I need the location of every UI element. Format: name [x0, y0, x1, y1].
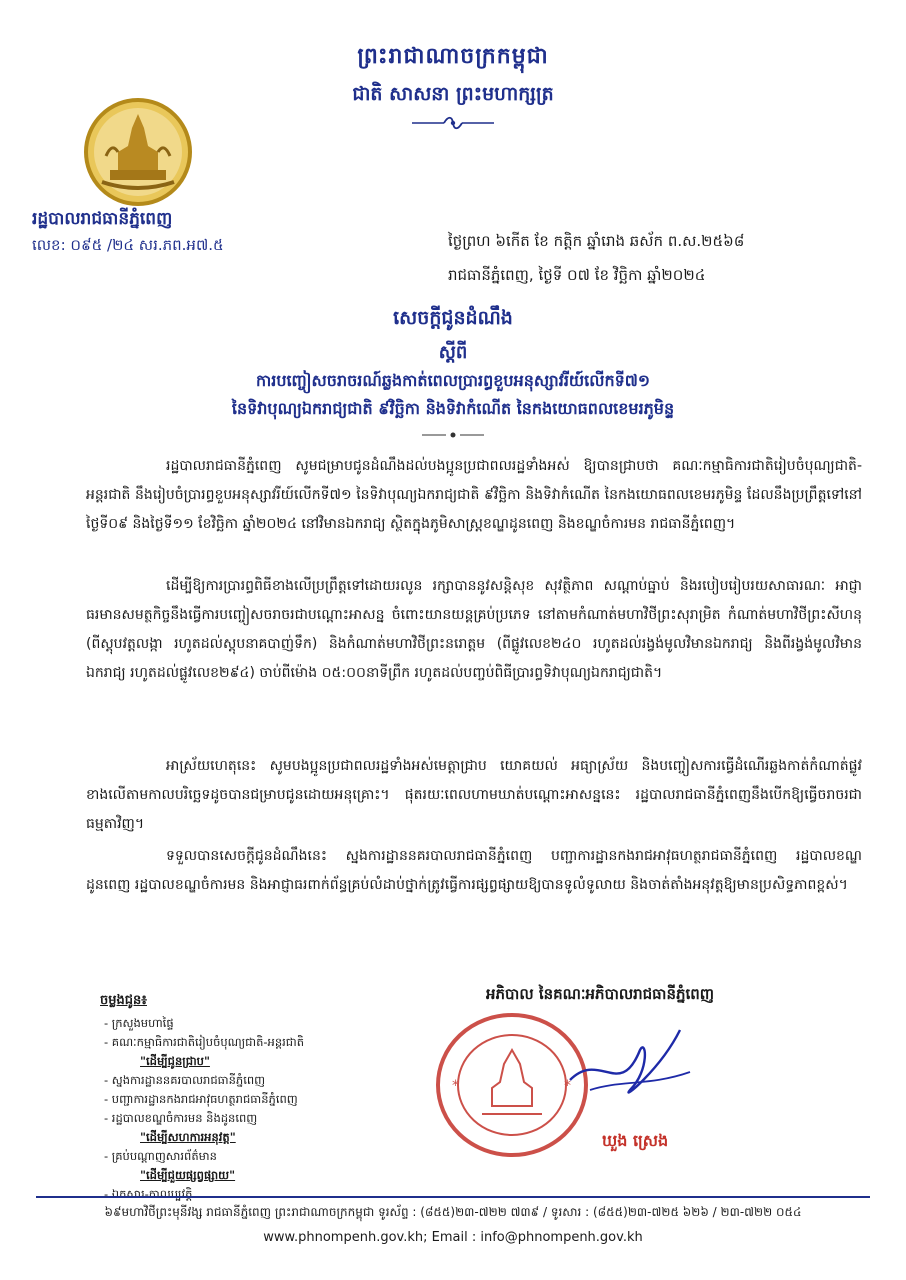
signer-name: ឃួង ស្រេង [602, 1131, 669, 1150]
ornament-divider-icon [410, 114, 496, 132]
body-paragraph-3: អាស្រ័យហេតុនេះ សូមបងប្អូនប្រជាពលរដ្ឋទាំងអស់មេត្តាជ្រាប យោគយល់ អធ្យាស្រ័យ និងបញ្ចៀសការធ្វើដំណើរឆ្លងកាត់កំណាត់ផ្លូវខាងលើតាមកាលបរិច្ឆេទដូចបានជម្រាបជូនដោយអនុគ្រោះ។ ផុតរយៈពេលហាមឃាត់បណ្តោះអាសន្ននេះ រដ្ឋបាលរាជធានីភ្នំពេញនឹងបើកឱ្យធ្វើចរាចរជាធម្មតាវិញ។ [86, 758, 862, 832]
handwritten-signature-icon [560, 1010, 700, 1120]
national-motto: ជាតិ សាសនា ព្រះមហាក្សត្រ [352, 83, 554, 105]
body-paragraph-4: ទទួលបានសេចក្តីជូនដំណឹងនេះ ស្នងការដ្ឋាននគរបាលរាជធានីភ្នំពេញ បញ្ជាការដ្ឋានកងរាជអាវុធហត្ថរាជធានីភ្នំពេញ រដ្ឋបាលខណ្ឌដូនពេញ រដ្ឋបាលខណ្ឌចំការមន និងអាជ្ញាធរពាក់ព័ន្ធគ្រប់លំដាប់ថ្នាក់ត្រូវធ្វើការផ្សព្វផ្សាយឱ្យបានទូលំទូលាយ និងចាត់តាំងអនុវត្តឱ្យមានប្រសិទ្ធភាពខ្ពស់។ [86, 848, 862, 893]
svg-text:*: * [452, 1078, 459, 1094]
body-paragraph-2: ដើម្បីឱ្យការប្រារព្ធពិធីខាងលើប្រព្រឹត្តទៅដោយរលូន រក្សាបាននូវសន្តិសុខ សុវត្ថិភាព សណ្តាប់ធ្នាប់ និងរបៀបរៀបរយសាធារណៈ អាជ្ញាធរមានសមត្ថកិច្ចនឹងធ្វើការបញ្ចៀសចរាចរជាបណ្តោះអាសន្ន ចំពោះយានយន្តគ្រប់ប្រភេទ នៅតាមកំណាត់មហាវិថីព្រះសុរាម្រិត កំណាត់មហាវិថីព្រះសីហនុ (ពីស្តុបវត្តលង្កា រហូតដល់ស្តុបនាគបាញ់ទឹក) និងកំណាត់មហាវិថីព្រះនរោត្តម (ពីផ្លូវលេខ២៤០ រហូតដល់រង្វង់មូលវិមានឯករាជ្យ និងពីរង្វង់មូលវិមានឯករាជ្យ រហូតដល់ផ្លូវលេខ២៩៤) ចាប់ពីម៉ោង ០៥:០០នាទីព្រឹក រហូតដល់បញ្ចប់ពិធីប្រារព្ធទិវាបុណ្យឯករាជ្យជាតិ។ [86, 578, 862, 681]
cc-item: - បញ្ជាការដ្ឋានកងរាជអាវុធហត្ថរាជធានីភ្នំពេញ [104, 1092, 298, 1106]
kingdom-heading: ព្រះរាជាណាចក្រកម្ពុជា [357, 44, 549, 69]
footer-divider [36, 1196, 870, 1198]
footer-address: ៦៩មហាវិថីព្រះមុនីវង្ស រាជធានីភ្នំពេញ ព្រះរាជាណាចក្រកម្ពុជា ទូរស័ព្ទ : (៨៥៥)២៣-៧២២ ៧៣៩ / ទូរសារ : (៨៥៥)២៣-៧២៥ ៦២៦ / ២៣-៧២២ ០៥៤ [104, 1205, 802, 1219]
cc-item: - គ្រប់បណ្តាញសារព័ត៌មាន [104, 1149, 217, 1163]
svg-text:*: * [564, 1078, 571, 1094]
cc-item: - ឯកសារ-កាលប្បវត្តិ [104, 1187, 193, 1201]
footer-web-email: www.phnompenh.gov.kh; Email : info@phnompenh.gov.kh [263, 1230, 643, 1245]
cc-note: "ដើម្បីជួយផ្សព្វផ្សាយ" [140, 1168, 236, 1182]
subject-line-1: ការបញ្ចៀសចរាចរណ៍ឆ្លងកាត់ពេលប្រារព្ធខួបអនុស្សាវរីយ៍លើកទី៧១ [256, 371, 650, 390]
reference-number: លេខ: ០៩៥ /២៤ សរ.ភព.អ៧.៥ [32, 236, 224, 254]
cc-item: - រដ្ឋបាលខណ្ឌចំការមន និងដូនពេញ [104, 1111, 258, 1125]
subject-line-2: នៃទិវាបុណ្យឯករាជ្យជាតិ ៩វិច្ឆិកា និងទិវាកំណើត នៃកងយោធពលខេមរភូមិន្ទ [231, 399, 675, 418]
about-label: ស្តីពី [438, 342, 468, 363]
document-type: សេចក្តីជូនដំណឹង [393, 307, 513, 329]
lunar-date: ថ្ងៃព្រហ ៦កើត ខែ កត្តិក ឆ្នាំរោង ឆស័ក ព.ស.២៥៦៨ [448, 232, 745, 250]
issuing-office: រដ្ឋបាលរាជធានីភ្នំពេញ [32, 209, 173, 229]
solar-date: រាជធានីភ្នំពេញ, ថ្ងៃទី ០៧ ខែ វិច្ឆិកា ឆ្នាំ២០២៤ [448, 266, 706, 284]
cc-item: - ស្នងការដ្ឋាននគរបាលរាជធានីភ្នំពេញ [104, 1073, 266, 1087]
body-paragraph-1: រដ្ឋបាលរាជធានីភ្នំពេញ សូមជម្រាបជូនដំណឹងដល់បងប្អូនប្រជាពលរដ្ឋទាំងអស់ ឱ្យបានជ្រាបថា គណៈកម្មាធិការជាតិរៀបចំបុណ្យជាតិ-អន្តរជាតិ នឹងរៀបចំប្រារព្ធខួបអនុស្សាវរីយ៍លើកទី៧១ នៃទិវាបុណ្យឯករាជ្យជាតិ ៩វិច្ឆិកា និងទិវាកំណើត នៃកងយោធពលខេមរភូមិន្ទ ដែលនឹងប្រព្រឹត្តទៅនៅថ្ងៃទី០៩ និងថ្ងៃទី១១ ខែវិច្ឆិកា ឆ្នាំ២០២៤ នៅវិមានឯករាជ្យ ស្ថិតក្នុងភូមិសាស្ត្រខណ្ឌដូនពេញ និងខណ្ឌចំការមន រាជធានីភ្នំពេញ។ [86, 458, 862, 532]
phnom-penh-emblem-icon [82, 96, 194, 208]
cc-note: "ដើម្បីសហការអនុវត្ត" [140, 1130, 236, 1144]
cc-item: - គណៈកម្មាធិការជាតិរៀបចំបុណ្យជាតិ-អន្តរជាតិ [104, 1035, 305, 1049]
cc-list [104, 1014, 404, 1204]
cc-heading: ចម្លងជូន៖ [100, 993, 147, 1008]
cc-item: - ក្រសួងមហាផ្ទៃ [104, 1016, 174, 1030]
signatory-title: អភិបាល នៃគណៈអភិបាលរាជធានីភ្នំពេញ [486, 985, 715, 1003]
cc-note: "ដើម្បីជូនជ្រាប" [140, 1054, 210, 1068]
title-divider-icon [420, 430, 486, 440]
